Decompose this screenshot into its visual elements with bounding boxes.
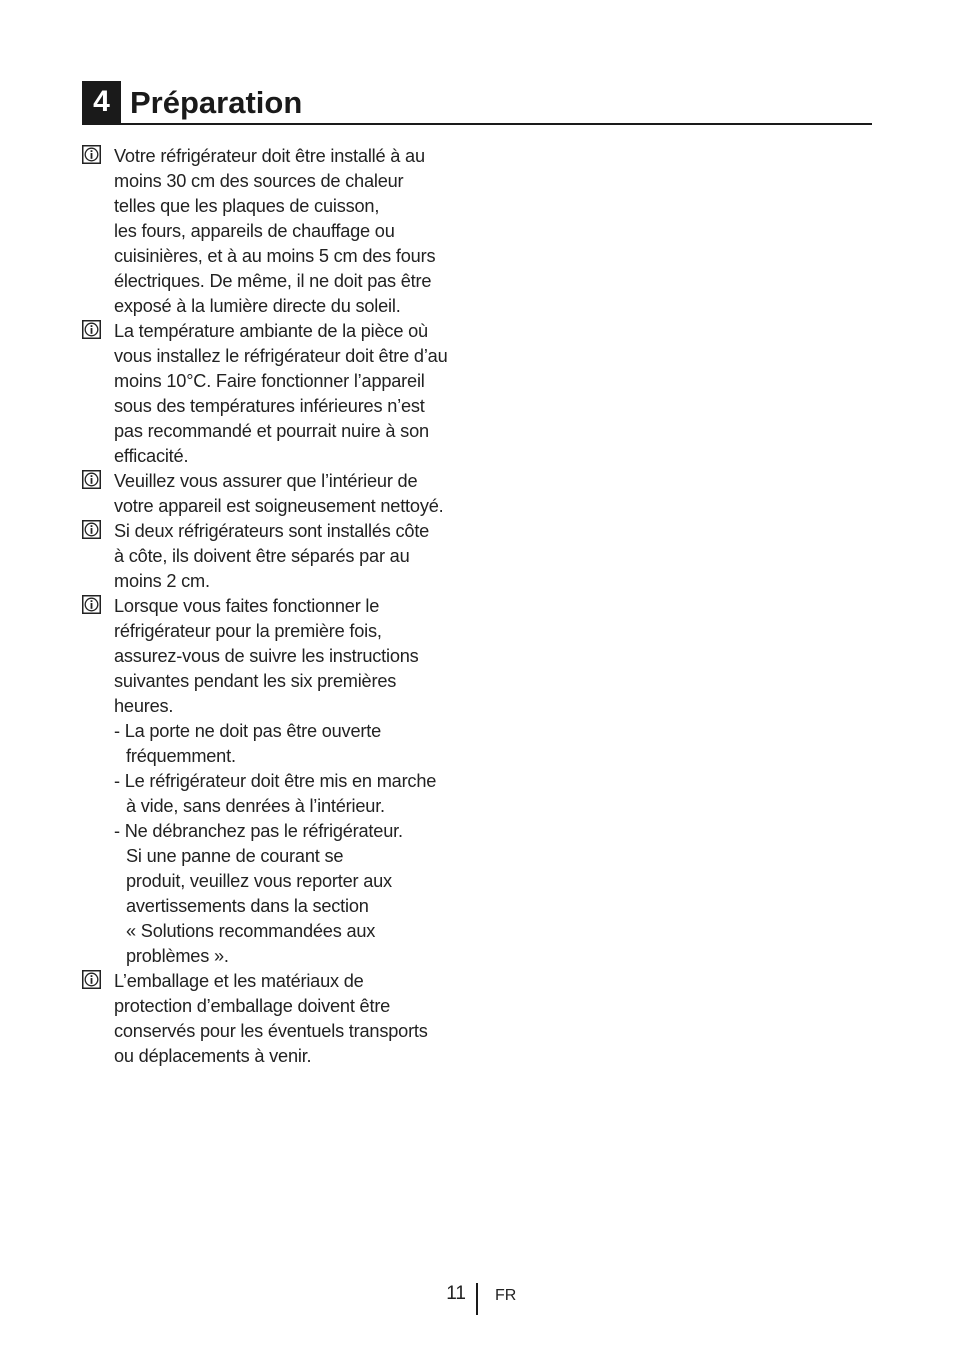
note-text-line: ou déplacements à venir. <box>114 1046 312 1066</box>
note-text-line: avertissements dans la section <box>126 896 369 916</box>
note-text-line: produit, veuillez vous reporter aux <box>126 871 392 891</box>
note-text-line: Si deux réfrigérateurs sont installés côte <box>114 521 430 541</box>
info-icon <box>82 970 101 989</box>
note-text-line: assurez-vous de suivre les instructions <box>114 646 419 666</box>
section-number: 4 <box>82 81 121 123</box>
note-text-line: moins 30 cm des sources de chaleur <box>114 171 404 191</box>
note-text-line: - Ne débranchez pas le réfrigérateur. <box>114 821 403 841</box>
note-text-line: électriques. De même, il ne doit pas être <box>114 271 432 291</box>
note-text-line: exposé à la lumière directe du soleil. <box>114 296 401 316</box>
note-text-line: efficacité. <box>114 446 189 466</box>
note-text-line: à vide, sans denrées à l’intérieur. <box>126 796 385 816</box>
note-text-line: Votre réfrigérateur doit être installé à au <box>114 146 425 166</box>
note-text-line: pas recommandé et pourrait nuire à son <box>114 421 429 441</box>
info-note <box>82 319 482 469</box>
info-icon <box>82 520 101 539</box>
note-text-line: Veuillez vous assurer que l’intérieur de <box>114 471 418 491</box>
note-text-line: L’emballage et les matériaux de <box>114 971 364 991</box>
note-text-line: - Le réfrigérateur doit être mis en marche <box>114 771 437 791</box>
info-icon <box>82 320 101 339</box>
section-header <box>82 81 872 125</box>
note-text-line: sous des températures inférieures n’est <box>114 396 425 416</box>
note-text-line: à côte, ils doivent être séparés par au <box>114 546 410 566</box>
section-title: Préparation <box>130 85 303 120</box>
note-text-line: Lorsque vous faites fonctionner le <box>114 596 380 616</box>
note-text-line: - La porte ne doit pas être ouverte <box>114 721 381 741</box>
page-number: 11 <box>446 1283 466 1304</box>
note-text-line: problèmes ». <box>126 946 229 966</box>
note-text-line: réfrigérateur pour la première fois, <box>114 621 382 641</box>
info-icon <box>82 470 101 489</box>
note-text-line: cuisinières, et à au moins 5 cm des fours <box>114 246 436 266</box>
note-text-line: votre appareil est soigneusement nettoyé. <box>114 496 444 516</box>
note-text-line: moins 2 cm. <box>114 571 210 591</box>
note-text-line: les fours, appareils de chauffage ou <box>114 221 395 241</box>
language-code: FR <box>495 1287 517 1304</box>
notes-list <box>82 144 482 1069</box>
note-text-line: « Solutions recommandées aux <box>126 921 376 941</box>
note-text-line: fréquemment. <box>126 746 236 766</box>
info-note <box>82 469 482 519</box>
note-text-line: moins 10°C. Faire fonctionner l’appareil <box>114 371 425 391</box>
note-text-line: vous installez le réfrigérateur doit être d’au <box>114 346 448 366</box>
note-text-line: heures. <box>114 696 174 716</box>
note-text-line: suivantes pendant les six premières <box>114 671 397 691</box>
info-note <box>82 144 482 319</box>
info-icon <box>82 595 101 614</box>
info-note <box>82 519 482 594</box>
footer-divider <box>476 1283 478 1315</box>
info-icon <box>82 145 101 164</box>
note-text-line: telles que les plaques de cuisson, <box>114 196 380 216</box>
note-text-line: protection d’emballage doivent être <box>114 996 391 1016</box>
note-text-line: Si une panne de courant se <box>126 846 344 866</box>
info-note <box>82 969 482 1069</box>
note-text-line: La température ambiante de la pièce où <box>114 321 428 341</box>
info-note <box>82 594 482 969</box>
note-text-line: conservés pour les éventuels transports <box>114 1021 428 1041</box>
